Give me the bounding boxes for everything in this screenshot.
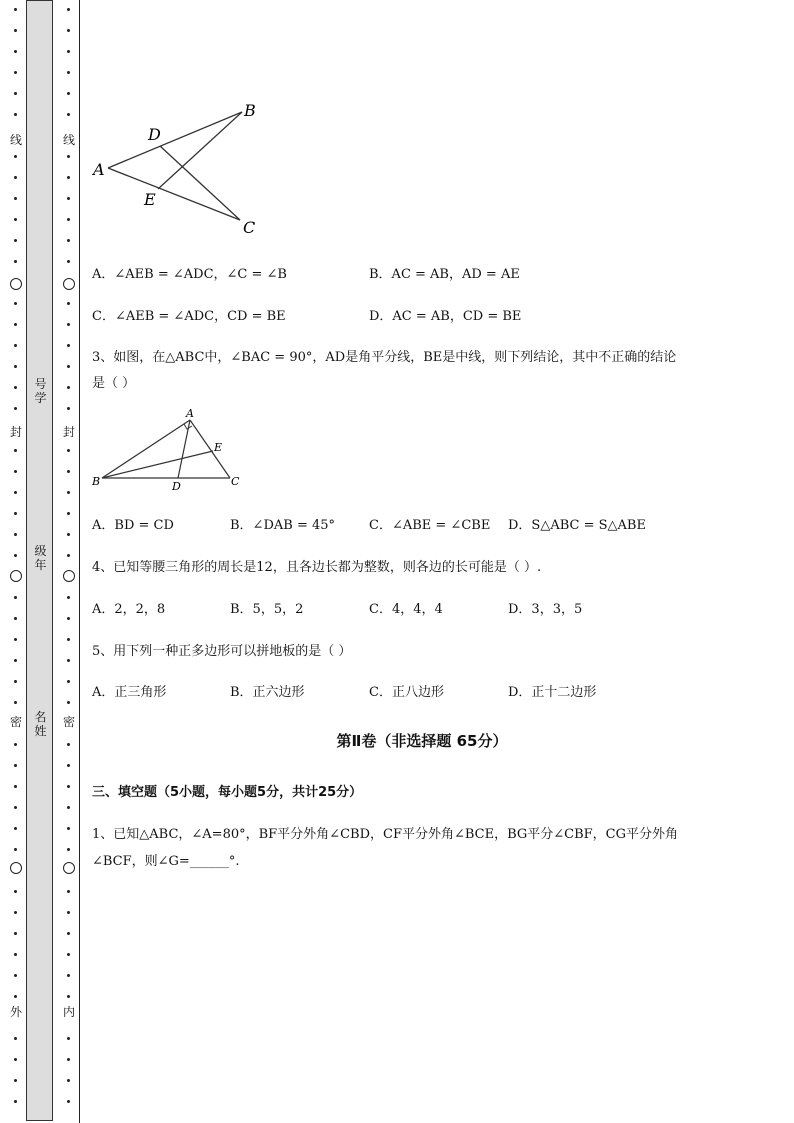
section-2-title: 第Ⅱ卷（非选择题 65分） xyxy=(336,732,508,750)
dot-mark xyxy=(67,995,70,998)
dot-mark xyxy=(67,785,70,788)
dot-mark xyxy=(67,71,70,74)
dot-mark xyxy=(67,197,70,200)
dot-mark xyxy=(67,638,70,641)
dot-mark xyxy=(14,764,17,767)
strip-label-xingming: 名姓 xyxy=(34,710,47,738)
inner-char-xian: 线 xyxy=(62,133,75,147)
q3-option-b: B．∠DAB = 45° xyxy=(230,518,336,533)
dot-mark xyxy=(14,659,17,662)
label-c: C xyxy=(243,218,256,237)
outer-dotted-line xyxy=(8,0,24,1123)
dot-mark xyxy=(14,827,17,830)
dot-mark xyxy=(67,512,70,515)
dot-mark xyxy=(14,50,17,53)
dot-mark xyxy=(67,827,70,830)
dot-mark xyxy=(67,176,70,179)
circle-mark xyxy=(63,862,75,874)
dot-mark xyxy=(67,806,70,809)
dot-mark xyxy=(14,1058,17,1061)
segment-ba xyxy=(102,420,190,478)
strip-label-xuehao: 号学 xyxy=(34,377,47,405)
segment-eb xyxy=(158,112,242,189)
q5-option-c: C．正八边形 xyxy=(369,685,444,700)
circle-mark xyxy=(63,570,75,582)
dot-mark xyxy=(67,617,70,620)
dot-mark xyxy=(67,596,70,599)
dot-mark xyxy=(67,743,70,746)
dot-mark xyxy=(14,743,17,746)
circle-mark xyxy=(10,862,22,874)
q2-option-d: D．AC = AB，CD = BE xyxy=(369,309,522,324)
dot-mark xyxy=(14,470,17,473)
inner-char-mi: 密 xyxy=(62,715,75,729)
dot-mark xyxy=(67,911,70,914)
dot-mark xyxy=(14,302,17,305)
dot-mark xyxy=(67,953,70,956)
dot-mark xyxy=(67,8,70,11)
dot-mark xyxy=(14,890,17,893)
label-d: D xyxy=(172,480,181,493)
dot-mark xyxy=(14,932,17,935)
dot-mark xyxy=(67,554,70,557)
section-3-heading: 三、填空题（5小题，每小题5分，共计25分） xyxy=(92,785,363,800)
dot-mark xyxy=(67,218,70,221)
q4-option-d: D．3，3，5 xyxy=(508,602,583,617)
dot-mark xyxy=(67,848,70,851)
q3-stem-line2: 是（ ） xyxy=(92,376,136,391)
dot-mark xyxy=(67,302,70,305)
figure-2-diagram xyxy=(92,405,252,495)
strip-label-nianji: 级年 xyxy=(34,544,47,572)
dot-mark xyxy=(67,659,70,662)
dot-mark xyxy=(14,218,17,221)
q4-option-c: C．4，4，4 xyxy=(369,602,443,617)
dot-mark xyxy=(14,848,17,851)
dot-mark xyxy=(14,92,17,95)
q4-stem: 4、已知等腰三角形的周长是12，且各边长都为整数，则各边的长可能是（ ）. xyxy=(92,560,542,575)
label-b: B xyxy=(244,101,256,120)
dot-mark xyxy=(14,1079,17,1082)
student-info-strip xyxy=(26,0,53,1121)
q5-option-d: D．正十二边形 xyxy=(508,685,597,700)
fill-q1-line1: 1、已知△ABC，∠A=80°，BF平分外角∠CBD，CF平分外角∠BCE，BG平分∠CBF，CG平分外角 xyxy=(92,827,679,842)
dot-mark xyxy=(14,365,17,368)
q5-stem: 5、用下列一种正多边形可以拼地板的是（ ） xyxy=(92,644,352,659)
dot-mark xyxy=(14,239,17,242)
label-e: E xyxy=(144,190,156,209)
dot-mark xyxy=(67,764,70,767)
q2-option-a: A．∠AEB = ∠ADC，∠C = ∠B xyxy=(92,267,287,282)
dot-mark xyxy=(14,953,17,956)
dot-mark xyxy=(67,1037,70,1040)
dot-mark xyxy=(67,386,70,389)
margin-rule xyxy=(79,0,80,1123)
dot-mark xyxy=(67,50,70,53)
dot-mark xyxy=(14,785,17,788)
dot-mark xyxy=(14,113,17,116)
dot-mark xyxy=(67,1100,70,1103)
q3-option-a: A．BD = CD xyxy=(92,518,174,533)
dot-mark xyxy=(14,512,17,515)
dot-mark xyxy=(67,470,70,473)
label-b: B xyxy=(92,475,101,488)
q5-option-b: B．正六边形 xyxy=(230,685,305,700)
label-d: D xyxy=(148,125,161,144)
dot-mark xyxy=(67,680,70,683)
inner-char-feng: 封 xyxy=(62,425,75,439)
dot-mark xyxy=(67,932,70,935)
dot-mark xyxy=(14,617,17,620)
dot-mark xyxy=(67,92,70,95)
q3-option-d: D．S△ABC = S△ABE xyxy=(508,518,646,533)
dot-mark xyxy=(14,323,17,326)
dot-mark xyxy=(67,533,70,536)
dot-mark xyxy=(67,449,70,452)
q3-option-c: C．∠ABE = ∠CBE xyxy=(369,518,491,533)
dot-mark xyxy=(67,113,70,116)
dot-mark xyxy=(14,386,17,389)
segment-ac xyxy=(190,420,230,478)
label-a: A xyxy=(186,407,194,420)
dot-mark xyxy=(67,701,70,704)
dot-mark xyxy=(14,554,17,557)
dot-mark xyxy=(67,155,70,158)
dot-mark xyxy=(14,911,17,914)
label-e: E xyxy=(214,441,223,454)
circle-mark xyxy=(63,278,75,290)
dot-mark xyxy=(14,407,17,410)
dot-mark xyxy=(14,806,17,809)
segment-dc xyxy=(160,146,240,220)
dot-mark xyxy=(67,407,70,410)
dot-mark xyxy=(14,974,17,977)
dot-mark xyxy=(67,323,70,326)
dot-mark xyxy=(14,680,17,683)
dot-mark xyxy=(14,701,17,704)
dot-mark xyxy=(67,890,70,893)
right-angle-mark xyxy=(184,424,192,429)
dot-mark xyxy=(14,29,17,32)
dot-mark xyxy=(14,596,17,599)
dot-mark xyxy=(14,1037,17,1040)
outer-char-feng: 封 xyxy=(9,425,22,439)
dot-mark xyxy=(67,239,70,242)
dot-mark xyxy=(67,491,70,494)
q3-stem-line1: 3、如图，在△ABC中，∠BAC = 90°，AD是角平分线，BE是中线，则下列结论，其中不正确的结论 xyxy=(92,350,677,365)
dot-mark xyxy=(67,974,70,977)
circle-mark xyxy=(10,278,22,290)
dot-mark xyxy=(14,344,17,347)
dot-mark xyxy=(14,197,17,200)
dot-mark xyxy=(67,260,70,263)
dot-mark xyxy=(14,176,17,179)
outer-char-wai: 外 xyxy=(9,1005,22,1019)
dot-mark xyxy=(14,995,17,998)
dot-mark xyxy=(14,260,17,263)
dot-mark xyxy=(67,29,70,32)
fill-q1-line2: ∠BCF，则∠G=______°. xyxy=(92,854,240,869)
circle-mark xyxy=(10,570,22,582)
dot-mark xyxy=(67,344,70,347)
dot-mark xyxy=(14,533,17,536)
q4-option-a: A．2，2，8 xyxy=(92,602,166,617)
dot-mark xyxy=(14,71,17,74)
dot-mark xyxy=(14,155,17,158)
q2-option-b: B．AC = AB，AD = AE xyxy=(369,267,520,282)
outer-char-mi: 密 xyxy=(9,715,22,729)
inner-dotted-line xyxy=(61,0,77,1123)
dot-mark xyxy=(14,491,17,494)
label-c: C xyxy=(231,475,240,488)
dot-mark xyxy=(67,1079,70,1082)
segment-be xyxy=(102,451,213,478)
q2-option-c: C．∠AEB = ∠ADC，CD = BE xyxy=(92,309,286,324)
label-a: A xyxy=(93,160,105,179)
outer-char-xian: 线 xyxy=(9,133,22,147)
dot-mark xyxy=(14,8,17,11)
dot-mark xyxy=(67,1058,70,1061)
dot-mark xyxy=(14,638,17,641)
q5-option-a: A．正三角形 xyxy=(92,685,167,700)
figure-1-diagram xyxy=(92,98,272,240)
dot-mark xyxy=(67,365,70,368)
dot-mark xyxy=(14,449,17,452)
q4-option-b: B．5，5，2 xyxy=(230,602,304,617)
dot-mark xyxy=(14,1100,17,1103)
segment-ac xyxy=(108,168,240,220)
inner-char-nei: 内 xyxy=(62,1005,75,1019)
